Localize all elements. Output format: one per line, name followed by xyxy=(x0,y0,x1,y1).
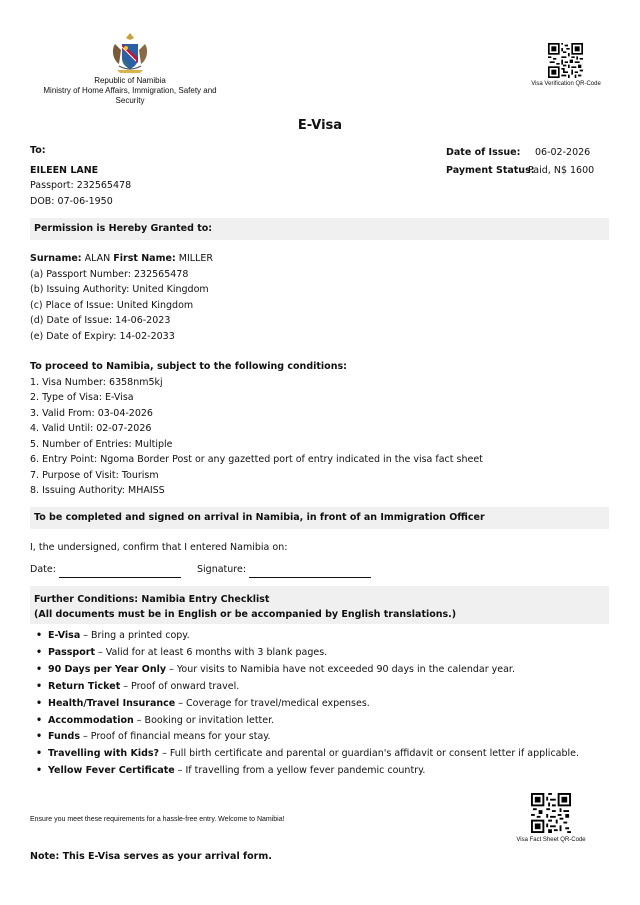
checklist-item: • Return Ticket – Proof of onward travel. xyxy=(48,679,620,696)
recipient-dob: DOB: 07-06-1950 xyxy=(30,195,113,207)
arrival-heading: To be completed and signed on arrival in Namibia, in front of an Immigration Officer xyxy=(34,512,485,523)
arrival-signature-row xyxy=(30,562,371,578)
visa-fact-sheet-qr-icon xyxy=(531,793,571,833)
firstname-label: First Name: xyxy=(113,253,176,264)
page-title: E-Visa xyxy=(297,118,343,133)
permission-item: (c) Place of Issue: United Kingdom xyxy=(30,299,194,311)
arrival-date-label: Date: xyxy=(30,564,56,575)
checklist-item: • Health/Travel Insurance – Coverage for travel/medical expenses. xyxy=(48,696,620,713)
permission-item: (a) Passport Number: 232565478 xyxy=(30,268,189,280)
surname-label: Surname: xyxy=(30,253,82,264)
firstname-value: MILLER xyxy=(178,253,213,264)
payment-status-label: Payment Status: xyxy=(446,165,535,176)
checklist-item: • 90 Days per Year Only – Your visits to Namibia have not exceeded 90 days in the calendar year. xyxy=(48,662,620,679)
further-heading-1: Further Conditions: Namibia Entry Checklist xyxy=(34,594,270,605)
footer-ensure-text: Ensure you meet these requirements for a hassle-free entry. Welcome to Namibia! xyxy=(30,816,285,823)
permission-details xyxy=(30,251,213,344)
recipient-name: EILEEN LANE xyxy=(30,164,99,176)
ministry-header xyxy=(30,30,230,106)
further-heading-band xyxy=(30,586,609,624)
arrival-signature-line[interactable] xyxy=(249,567,371,578)
conditions-heading: To proceed to Namibia, subject to the following conditions: xyxy=(30,361,347,372)
condition-item: 5. Number of Entries: Multiple xyxy=(30,438,173,450)
coat-of-arms-icon xyxy=(107,30,153,76)
footer-note: Note: This E-Visa serves as your arrival form. xyxy=(30,851,272,862)
checklist-item: • E-Visa – Bring a printed copy. xyxy=(48,628,620,645)
to-label: To: xyxy=(30,145,46,156)
ministry-name: Ministry of Home Affairs, Immigration, Safety and Security xyxy=(43,86,217,105)
arrival-heading-band xyxy=(30,507,609,529)
arrival-signature-label: Signature: xyxy=(197,564,247,575)
checklist-item: • Passport – Valid for at least 6 months with 3 blank pages. xyxy=(48,645,620,662)
recipient-passport: Passport: 232565478 xyxy=(30,180,132,191)
condition-item: 7. Purpose of Visit: Tourism xyxy=(30,469,159,481)
checklist-item: • Accommodation – Booking or invitation letter. xyxy=(48,713,620,730)
permission-item: (d) Date of Issue: 14-06-2023 xyxy=(30,315,171,326)
date-of-issue-label: Date of Issue: xyxy=(446,147,521,158)
arrival-date-line[interactable] xyxy=(59,567,181,578)
condition-item: 4. Valid Until: 02-07-2026 xyxy=(30,423,152,434)
checklist-item: • Funds – Proof of financial means for your stay. xyxy=(48,729,620,746)
payment-status-value: Paid, N$ 1600 xyxy=(528,165,595,176)
entry-checklist xyxy=(30,628,620,780)
condition-item: 2. Type of Visa: E-Visa xyxy=(30,392,134,403)
condition-item: 1. Visa Number: 6358nm5kj xyxy=(30,376,163,388)
checklist-item: • Travelling with Kids? – Full birth certificate and parental or guardian's affidavit or consent letter if applicable. xyxy=(48,746,620,763)
permission-item: (e) Date of Expiry: 14-02-2033 xyxy=(30,330,175,342)
arrival-confirm-text: I, the undersigned, confirm that I entered Namibia on: xyxy=(30,542,288,553)
condition-item: 8. Issuing Authority: MHAISS xyxy=(30,485,165,496)
conditions-block xyxy=(30,359,483,499)
condition-item: 6. Entry Point: Ngoma Border Post or any gazetted port of entry indicated in the visa fact sheet xyxy=(30,454,483,465)
recipient-block xyxy=(30,143,131,209)
condition-item: 3. Valid From: 03-04-2026 xyxy=(30,407,153,419)
checklist-item: • Yellow Fever Certificate – If travelling from a yellow fever pandemic country. xyxy=(48,763,620,780)
permission-heading-band xyxy=(30,218,609,240)
surname-value: ALAN xyxy=(84,253,111,264)
further-heading-2: (All documents must be in English or be accompanied by English translations.) xyxy=(34,609,457,620)
permission-item: (b) Issuing Authority: United Kingdom xyxy=(30,284,209,295)
qr-bottom-caption: Visa Fact Sheet QR-Code xyxy=(516,837,586,843)
qr-top-caption: Visa Verification QR-Code xyxy=(531,81,601,87)
country-name: Republic of Namibia xyxy=(94,76,166,85)
permission-heading: Permission is Hereby Granted to: xyxy=(34,223,213,234)
visa-verification-qr-icon xyxy=(548,43,583,78)
date-of-issue-value: 06-02-2026 xyxy=(535,147,591,158)
